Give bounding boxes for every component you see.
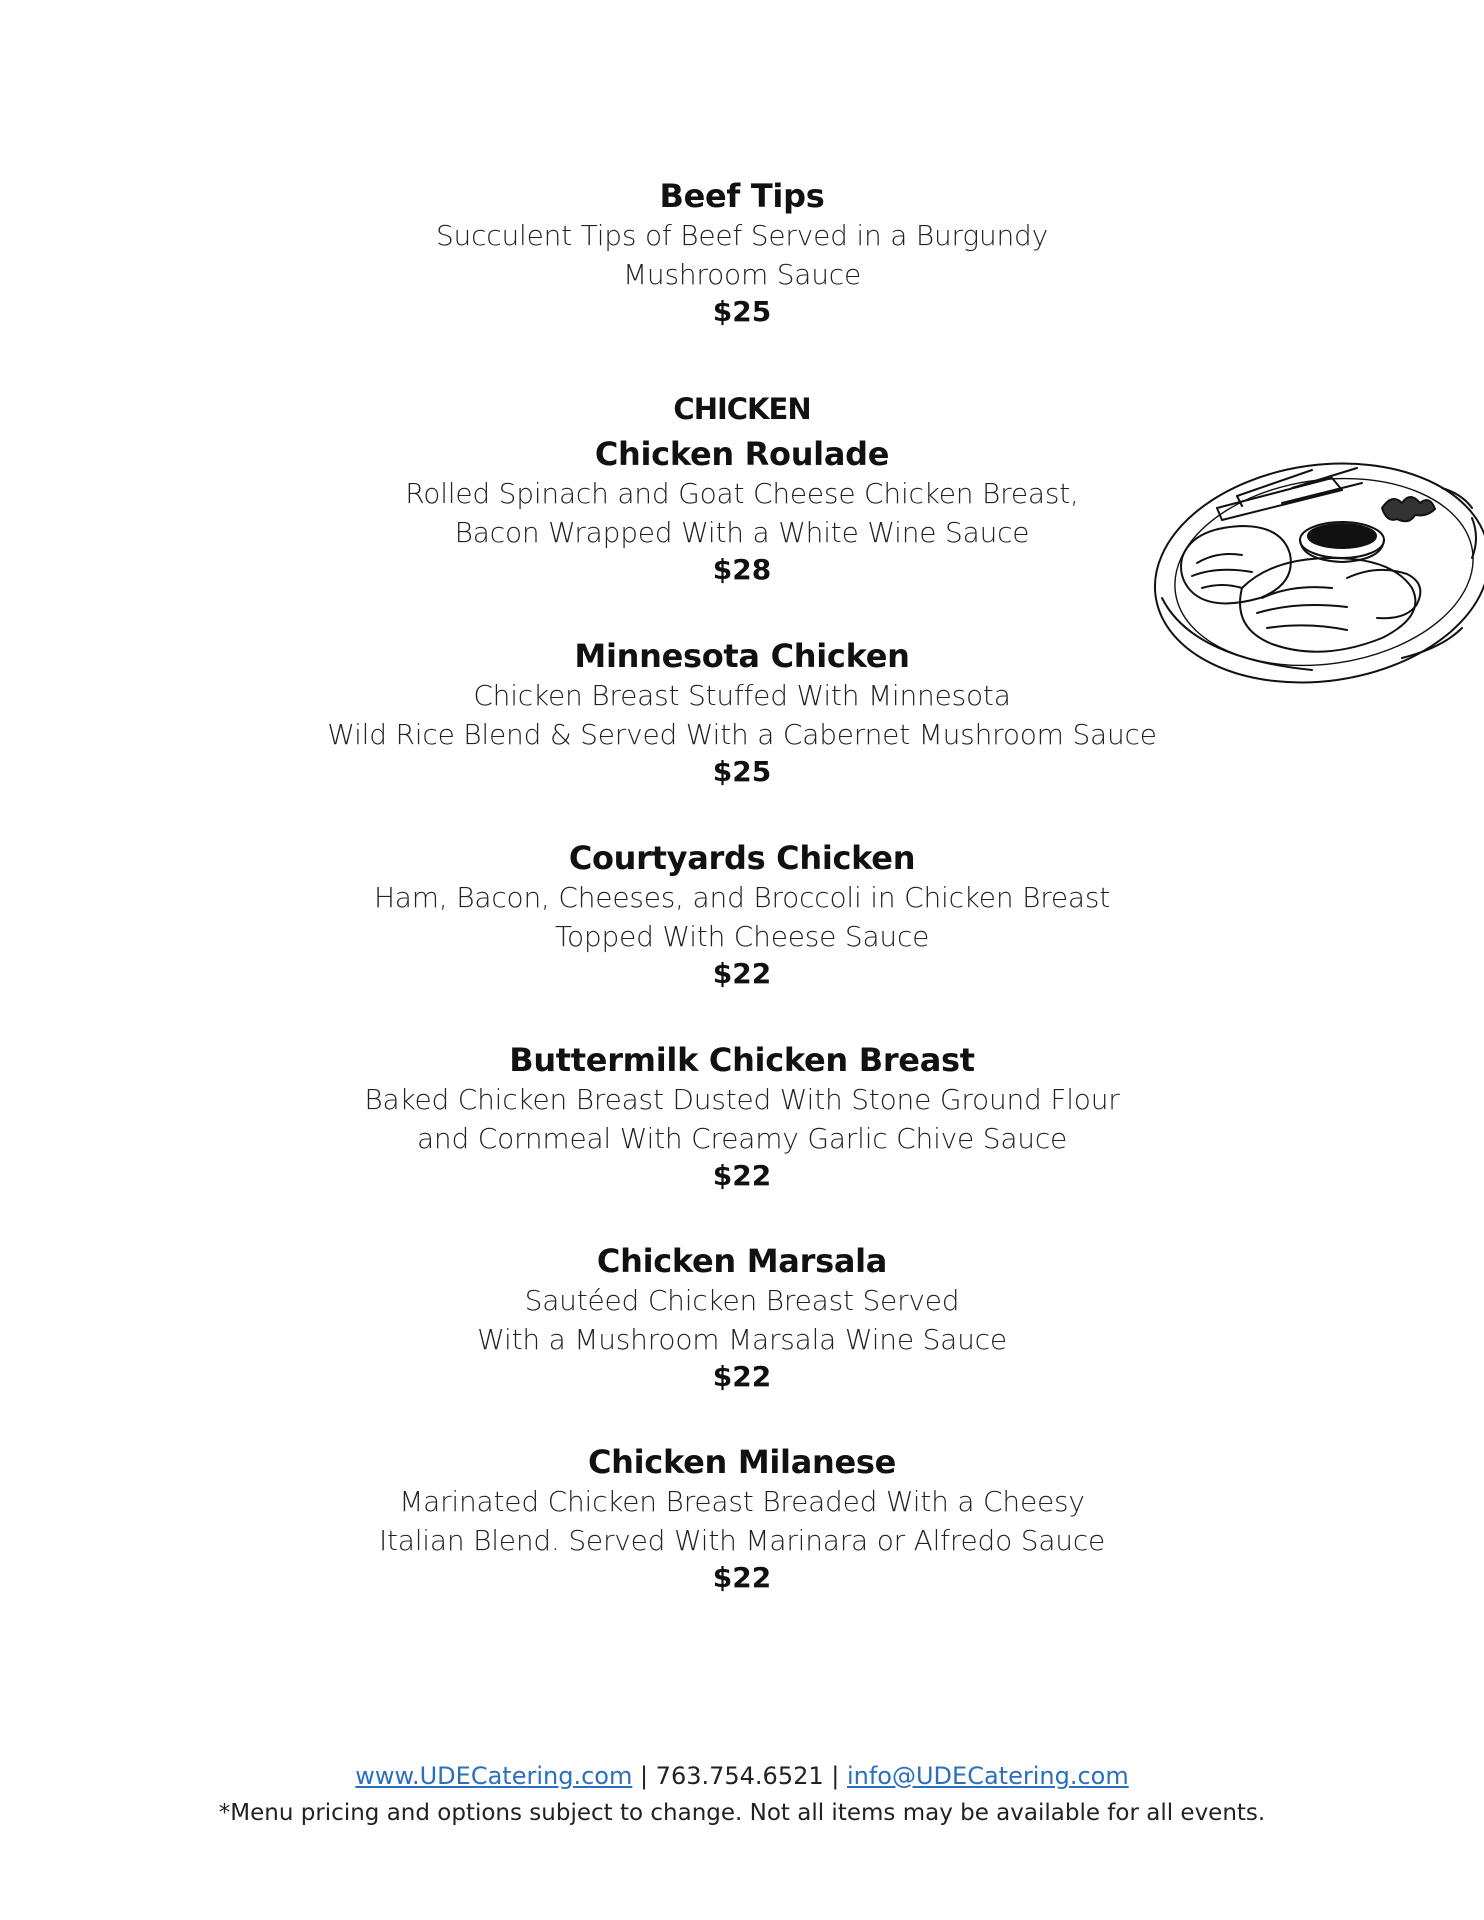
menu-item-buttermilk-chicken-breast [0,1040,1484,1194]
menu-item-price: $25 [712,755,772,788]
footer-disclaimer: *Menu pricing and options subject to change. Not all items may be available for all events. [218,1800,1266,1826]
menu-item-description: Rolled Spinach and Goat Cheese Chicken Breast, [405,477,1079,510]
menu-item-description: Sautéed Chicken Breast Served [524,1284,960,1317]
menu-item-description: Baked Chicken Breast Dusted With Stone Ground Flour [364,1083,1120,1116]
menu-item-description: With a Mushroom Marsala Wine Sauce [477,1323,1007,1356]
website-link[interactable]: www.UDECatering.com [355,1762,633,1790]
menu-item-price: $22 [712,1561,772,1594]
menu-item-description: Italian Blend. Served With Marinara or Alfredo Sauce [378,1524,1106,1557]
menu-item-name: Chicken Roulade [594,435,890,473]
menu-item-name: Beef Tips [659,177,825,215]
menu-item-description: Topped With Cheese Sauce [554,920,930,953]
menu-item-chicken-milanese [0,1442,1484,1596]
menu-item-name: Chicken Marsala [596,1242,888,1280]
chicken-plate-illustration-icon [1142,448,1484,690]
footer-contact [0,1760,1484,1792]
menu-item-description: Wild Rice Blend & Served With a Cabernet Mushroom Sauce [327,718,1157,751]
menu-item-price: $28 [712,553,772,586]
menu-item-price: $22 [712,1360,772,1393]
menu-item-description: Mushroom Sauce [622,258,862,291]
menu-item-price: $25 [712,295,772,328]
separator: | [632,1762,656,1790]
menu-item-description: Ham, Bacon, Cheeses, and Broccoli in Chicken Breast [373,881,1111,914]
menu-item-chicken-marsala [0,1241,1484,1395]
phone-number: 763.754.6521 [655,1762,824,1790]
menu-item-name: Chicken Milanese [587,1443,897,1481]
menu-item-name: Courtyards Chicken [568,839,916,877]
menu-item-courtyards-chicken [0,838,1484,992]
section-heading-chicken: chicken [673,380,811,429]
menu-item-price: $22 [712,957,772,990]
menu-item-name: Minnesota Chicken [574,637,910,675]
menu-item-description: Bacon Wrapped With a White Wine Sauce [454,516,1030,549]
menu-item-description: Succulent Tips of Beef Served in a Burgundy [435,219,1048,252]
menu-item-description: Marinated Chicken Breast Breaded With a Cheesy [399,1485,1085,1518]
menu-item-description: and Cornmeal With Creamy Garlic Chive Sauce [416,1122,1068,1155]
menu-item-price: $22 [712,1159,772,1192]
separator: | [823,1762,847,1790]
menu-item-name: Buttermilk Chicken Breast [509,1041,975,1079]
menu-item-description: Chicken Breast Stuffed With Minnesota [473,679,1011,712]
menu-item-beef-tips [0,176,1484,330]
email-link[interactable]: info@UDECatering.com [846,1762,1129,1790]
